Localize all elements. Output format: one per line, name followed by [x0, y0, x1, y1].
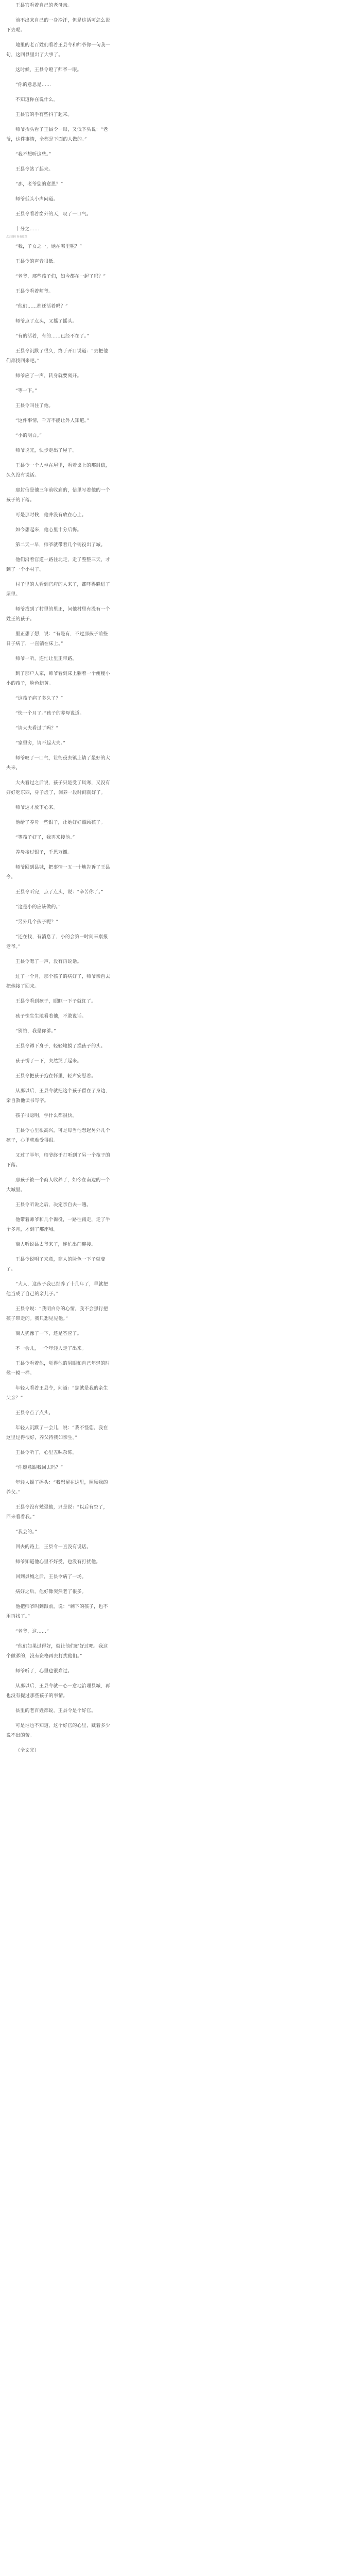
paragraph-gap — [0, 90, 350, 95]
paragraph-gap — [0, 897, 350, 903]
paragraph-gap — [0, 1007, 350, 1012]
paragraph-gap — [0, 1473, 350, 1478]
paragraph-gap — [0, 1121, 350, 1126]
paragraph-gap — [0, 1662, 350, 1667]
paragraph: 师爷说完，快步走出了屋子。 — [15, 448, 77, 453]
paragraph: 里正想了想，说：“有是有，不过那孩子前些日子病了，一直躺在床上。” — [6, 632, 108, 647]
paragraph: 王县令看着他，觉得他的眉眼和自己年轻的时候一模一样。 — [6, 1361, 111, 1376]
paragraph: 王县官看着自己的老母亲。 — [15, 3, 73, 8]
paragraph: 王县令叫住了他。 — [15, 403, 54, 409]
paragraph-gap — [0, 481, 350, 486]
paragraph-gap — [0, 1701, 350, 1706]
paragraph-gap — [0, 1052, 350, 1057]
paragraph: 他们沿着官道一路往北走，走了整整三天，才到了一个小村子。 — [6, 557, 111, 572]
paragraph: “你的意思是…… — [15, 82, 51, 88]
paragraph-gap — [0, 813, 350, 818]
paragraph-gap — [0, 749, 350, 754]
paragraph: 回到县城之后，王县令病了一场。 — [15, 1574, 87, 1580]
paragraph-gap — [0, 36, 350, 41]
paragraph: 师爷回到县城，把事情一五一十地告诉了王县令。 — [6, 865, 111, 880]
paragraph: 师爷一听，连忙让里正带路。 — [15, 656, 77, 662]
paragraph: 王县令看到孩子，眼眶一下子就红了。 — [15, 999, 96, 1004]
paragraph: 师爷应了一声，转身就要离开。 — [15, 374, 82, 379]
paragraph: 大夫看过之后说，孩子只是受了风寒，又没有好好吃东西，身子虚了，调养一段时间就好了。 — [6, 781, 111, 795]
paragraph-gap — [0, 1250, 350, 1255]
paragraph-gap — [0, 1403, 350, 1409]
paragraph: “还在找，有消息了，小的会第一时间来禀报老爷。” — [6, 935, 108, 950]
paragraph: “等孩子好了，我再来接他。” — [15, 835, 75, 840]
paragraph: 他把师爷叫到跟前，说：“剩下的孩子，也不用再找了。” — [6, 1604, 108, 1619]
paragraph-gap — [0, 858, 350, 863]
paragraph-gap — [0, 1235, 350, 1240]
paragraph: 王县令站了起来。 — [15, 167, 54, 172]
paragraph: 不知道你在说什么。 — [15, 97, 58, 103]
paragraph: “这孩子病了多久了？” — [15, 696, 63, 701]
paragraph-gap — [0, 600, 350, 605]
paragraph: “快一个月了。”孩子的养母说道。 — [15, 711, 85, 716]
paragraph-gap — [0, 1379, 350, 1384]
paragraph-gap — [0, 1458, 350, 1463]
paragraph-gap — [0, 120, 350, 125]
paragraph: 地里的老百姓们看着王县令和师爷你一句我一句，这回县里出了大事了。 — [6, 43, 111, 58]
paragraph: “那，老爷您的意思？” — [15, 182, 63, 187]
paragraph: 王县令一个人坐在屋里，看着桌上的那封信，久久没有说话。 — [6, 463, 111, 478]
paragraph: 前不出来自己的一身冷汗，但是这话可怎么说下去呢。 — [6, 18, 111, 33]
paragraph: 王县令看着窗外的天，叹了一口气。 — [15, 212, 92, 217]
paragraph: 如今想起来，他心里十分后悔。 — [15, 528, 82, 533]
paragraph: 年轻人沉默了一会儿，说：“我不怪您。我在这里过得很好，养父待我如亲生。” — [6, 1426, 108, 1440]
paragraph-gap — [0, 396, 350, 401]
paragraph: “有的活着，有的……已经不在了。” — [15, 334, 90, 339]
paragraph-gap — [0, 441, 350, 446]
paragraph: 师爷听了，心里也很难过。 — [15, 1669, 73, 1674]
paragraph-gap — [0, 342, 350, 347]
paragraph: 第二天一早，师爷就带着几个衙役出了城。 — [15, 543, 106, 548]
paragraph-gap — [0, 1339, 350, 1344]
paragraph-gap — [0, 1171, 350, 1176]
paragraph: 那孩子被一个商人收养了，如今在南边的一个大城里。 — [6, 1178, 111, 1193]
paragraph: 商人听说县太爷来了，连忙出门迎接。 — [15, 1242, 96, 1247]
paragraph: 王县令嗯了一声，没有再说话。 — [15, 959, 82, 964]
paragraph: 病好之后，他好像突然老了很多。 — [15, 1589, 87, 1595]
paragraph: 王县令心里很高兴，可是每当他想起另外几个孩子，心里就难受得很。 — [6, 1128, 111, 1143]
paragraph-gap — [0, 689, 350, 694]
paragraph: 王县令没有勉强他，只是说：“以后有空了，回来看看我。” — [6, 1505, 108, 1520]
paragraph: 孩子怯生生地看着他，不敢说话。 — [15, 1014, 87, 1019]
paragraph-gap — [0, 366, 350, 371]
paragraph-gap — [0, 175, 350, 180]
paragraph: “等一下。” — [15, 388, 38, 394]
paragraph: “老爷，这……” — [15, 1629, 49, 1634]
paragraph-gap — [0, 1022, 350, 1027]
paragraph: 师爷叹了一口气，让衙役去镇上请了最好的大夫来。 — [6, 756, 111, 771]
paragraph: “我，子女之一，她在哪里呢？” — [15, 244, 82, 249]
paragraph-gap — [0, 828, 350, 833]
paragraph-gap — [0, 719, 350, 724]
paragraph-gap — [0, 60, 350, 65]
paragraph-gap — [0, 1106, 350, 1111]
paragraph: 师爷这才放下心来。 — [15, 805, 58, 810]
paragraph-gap — [0, 1418, 350, 1423]
paragraph-gap — [0, 1552, 350, 1557]
paragraph: “我会的。” — [15, 1530, 38, 1535]
paragraph: （全文完） — [15, 1748, 40, 1753]
paragraph-gap — [0, 1210, 350, 1215]
paragraph: 孩子很聪明，学什么都很快。 — [15, 1113, 77, 1118]
paragraph-gap — [0, 1195, 350, 1200]
paragraph: 师爷找到了村里的里正，问他村里有没有一个姓王的孩子。 — [6, 607, 111, 622]
paragraph-gap — [0, 1275, 350, 1280]
paragraph-gap — [0, 1522, 350, 1528]
paragraph: 那封信是他三年前收到的，信里写着他的一个孩子的下落。 — [6, 488, 111, 503]
paragraph-gap — [0, 649, 350, 654]
paragraph: 年轻人摇了摇头：“我想留在这里，照顾我的养父。” — [6, 1480, 108, 1495]
paragraph: 师爷点了点头，又摇了摇头。 — [15, 319, 77, 324]
paragraph: 王县令听完，点了点头，说：“辛苦你了。” — [15, 890, 103, 895]
paragraph: “他们如果过得好，就让他们好好过吧。我这个做爹的，没有资格再去打扰他们。” — [6, 1644, 108, 1659]
paragraph-gap — [0, 912, 350, 918]
paragraph-gap — [0, 798, 350, 803]
paragraph: 到了那户人家，师爷看到床上躺着一个瘦瘦小小的孩子，脸色蜡黄。 — [6, 671, 111, 686]
paragraph: 从那以后，王县令就把这个孩子留在了身边，亲自教他读书写字。 — [6, 1089, 111, 1104]
paragraph-gap — [0, 1037, 350, 1042]
paragraph: 他带着师爷和几个衙役，一路往南走，走了半个多月，才到了那座城。 — [6, 1217, 111, 1232]
paragraph: “我不想听这些。” — [15, 152, 51, 157]
paragraph-gap — [0, 1537, 350, 1543]
paragraph-gap — [0, 664, 350, 669]
paragraph-gap — [0, 160, 350, 165]
paragraph: “你愿意跟我回去吗？” — [15, 1465, 63, 1470]
paragraph: 这时候，王县令瞪了师爷一眼。 — [15, 67, 82, 73]
paragraph-gap — [0, 282, 350, 287]
paragraph-gap — [0, 1066, 350, 1072]
paragraph-gap — [0, 1756, 350, 1761]
paragraph: 养母接过银子，千恩万谢。 — [15, 850, 73, 855]
paragraph-gap — [0, 1582, 350, 1587]
paragraph-gap — [0, 927, 350, 933]
paragraph: “这件事情，千万不能让外人知道。” — [15, 418, 90, 423]
paragraph-gap — [0, 297, 350, 302]
paragraph: 王县令沉默了很久，终于开口说道：“去把他们都找回来吧。” — [6, 349, 108, 364]
paragraph-gap — [0, 426, 350, 431]
paragraph: 王县官的手有些抖了起来。 — [15, 112, 73, 117]
paragraph-gap — [0, 11, 350, 16]
paragraph: “老爷，那些孩子们，如今都在一起了吗？” — [15, 274, 106, 279]
paragraph: 不一会儿，一个年轻人走了出来。 — [15, 1346, 87, 1351]
paragraph: 王县令蹲下身子，轻轻地摸了摸孩子的头。 — [15, 1044, 106, 1049]
paragraph-gap — [0, 624, 350, 630]
paragraph: “请大夫看过了吗？” — [15, 726, 59, 731]
paragraph-gap — [0, 992, 350, 997]
paragraph: 孩子愣了一下，突然哭了起来。 — [15, 1059, 82, 1064]
paragraph: “另外几个孩子呢？” — [15, 920, 59, 925]
paragraph: 王县令听说之后，决定亲自去一趟。 — [15, 1202, 92, 1208]
paragraph: 过了一个月，那个孩子的病好了，师爷亲自去把他接了回来。 — [6, 974, 111, 989]
paragraph-gap — [0, 883, 350, 888]
paragraph: 十分之…… — [15, 227, 40, 232]
paragraph-gap — [0, 1637, 350, 1642]
paragraph: “别怕，我是你爹。” — [15, 1029, 56, 1034]
paragraph-gap — [0, 1443, 350, 1448]
paragraph-gap — [0, 1081, 350, 1087]
paragraph-gap — [0, 550, 350, 555]
paragraph-gap — [0, 219, 350, 225]
paragraph-gap — [0, 381, 350, 386]
paragraph: 又过了半年，师爷终于打听到了另一个孩子的下落。 — [6, 1153, 111, 1168]
paragraph: 王县令说明了来意，商人的脸色一下子就变了。 — [6, 1257, 106, 1272]
paragraph-gap — [0, 704, 350, 709]
paragraph: “家里穷，请不起大夫。” — [15, 741, 66, 746]
paragraph-gap — [0, 205, 350, 210]
paragraph: 王县令说：“我明白你的心情，我不会强行把孩子带走的。我只想见见他。” — [6, 1307, 108, 1321]
paragraph-gap — [0, 252, 350, 257]
paragraph-gap — [0, 1354, 350, 1359]
paragraph: 王县令的声音很低。 — [15, 259, 58, 264]
paragraph-gap — [0, 105, 350, 110]
paragraph: “小的明白。” — [15, 433, 42, 438]
paragraph-gap — [0, 1741, 350, 1746]
paragraph: 回去的路上，王县令一直没有说话。 — [15, 1545, 92, 1550]
paragraph: 师爷抬头看了王县令一眼，又低下头说：“老爷，这件事情，全都是下面的人做的。” — [6, 127, 108, 142]
paragraph: 村子里的人看到官府的人来了，都吓得躲进了屋里。 — [6, 582, 111, 597]
paragraph-gap — [0, 411, 350, 416]
paragraph-gap — [0, 773, 350, 778]
paragraph-gap — [0, 575, 350, 580]
paragraph-gap — [0, 190, 350, 195]
paragraph-gap — [0, 267, 350, 272]
paragraph: 师爷知道他心里不好受，也没有打扰他。 — [15, 1560, 101, 1565]
paragraph: 王县令听了，心里五味杂陈。 — [15, 1450, 77, 1455]
paragraph: 他给了养母一些银子，让她好好照顾孩子。 — [15, 820, 106, 825]
paragraph-gap — [0, 843, 350, 848]
paragraph-gap — [0, 1622, 350, 1627]
paragraph: 商人犹豫了一下，还是答应了。 — [15, 1331, 82, 1336]
paragraph: 可是谁也不知道，这个好官的心里，藏着多少说不出的苦。 — [6, 1723, 111, 1738]
paragraph-gap — [0, 1299, 350, 1304]
paragraph: 县里的老百姓都说，王县令是个好官。 — [15, 1708, 96, 1714]
paragraph: 年轻人看着王县令，问道：“您就是我的亲生父亲？” — [6, 1386, 108, 1401]
paragraph-gap — [0, 967, 350, 972]
paragraph-gap — [0, 312, 350, 317]
paragraph: 师爷低头小声问道。 — [15, 197, 58, 202]
paragraph: 王县令点了点头。 — [15, 1411, 54, 1416]
paragraph-gap — [0, 145, 350, 150]
paragraph-gap — [0, 456, 350, 461]
paragraph: “大人，这孩子我已经养了十几年了，早就把他当成了自己的亲儿子。” — [6, 1282, 108, 1297]
paragraph-gap — [0, 734, 350, 739]
paragraph-gap — [0, 505, 350, 511]
paragraph: 从那以后，王县令就一心一意地治理县城，再也没有提过那些孩子的事情。 — [6, 1684, 111, 1699]
paragraph-gap — [0, 952, 350, 957]
paragraph-gap — [0, 1146, 350, 1151]
paragraph-gap — [0, 535, 350, 540]
paragraph: 王县令把孩子抱在怀里，轻声安慰着。 — [15, 1074, 96, 1079]
paragraph-gap — [0, 75, 350, 80]
paragraph-gap — [0, 327, 350, 332]
paragraph: “他们……都还活着吗？” — [15, 304, 68, 309]
paragraph-gap — [0, 1716, 350, 1721]
paragraph-gap — [0, 1567, 350, 1572]
article-body — [0, 1, 350, 1761]
paragraph-gap — [0, 1676, 350, 1682]
paragraph-gap — [0, 520, 350, 526]
paragraph: 王县令看着师爷。 — [15, 289, 54, 294]
paragraph: 可是那时候，他并没有放在心上。 — [15, 513, 87, 518]
image-caption: 点击图片查看原图 — [6, 235, 27, 239]
paragraph-gap — [0, 1597, 350, 1602]
paragraph-gap — [0, 1498, 350, 1503]
paragraph: “这是小的应该做的。” — [15, 905, 61, 910]
paragraph-gap — [0, 1324, 350, 1329]
